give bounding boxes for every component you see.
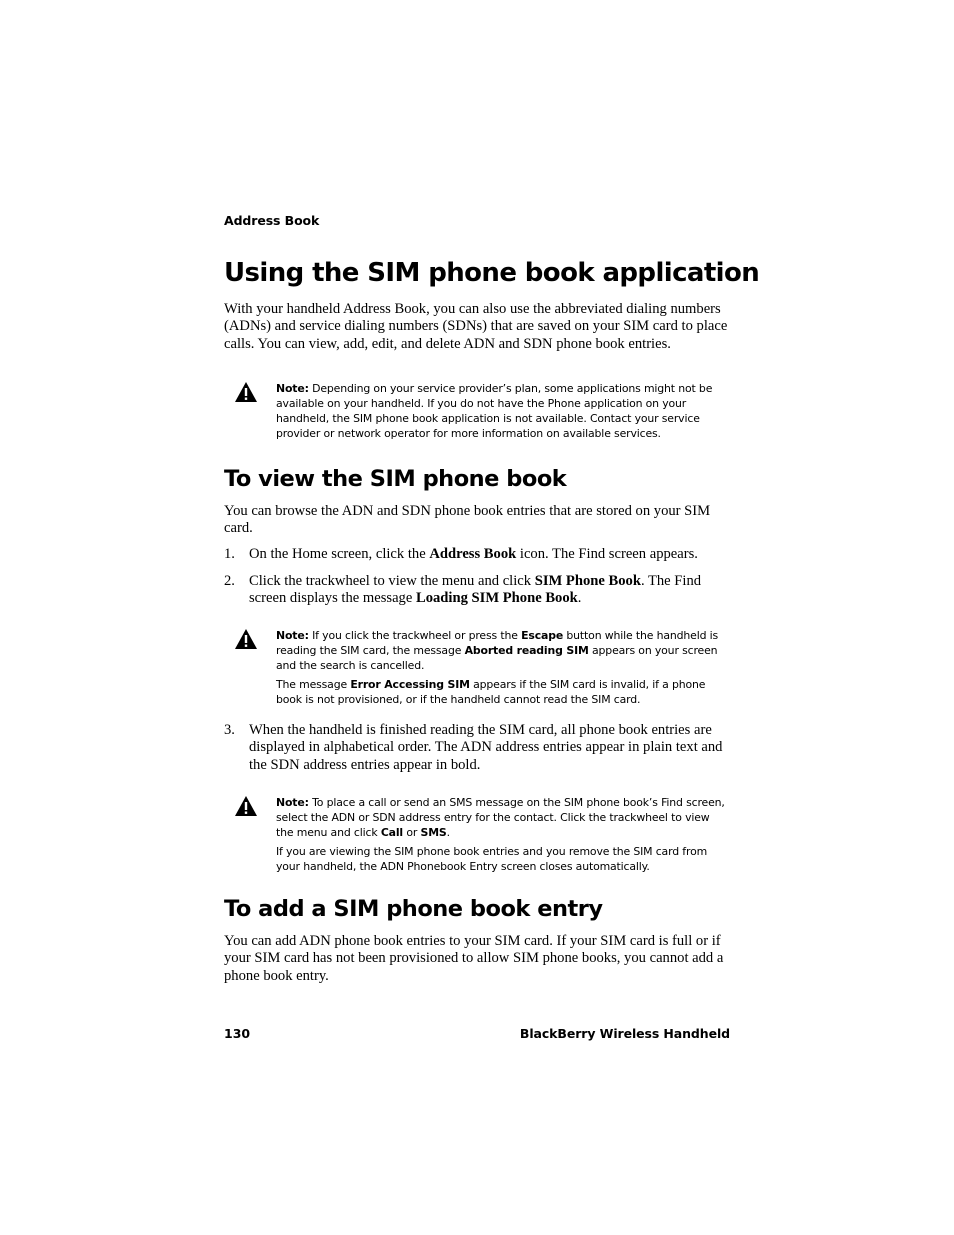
step-2 xyxy=(224,573,730,608)
warning-icon xyxy=(234,628,258,650)
note-body: appears if the SIM card is invalid, if a phone book is not provisioned, or if the handheld cannot read the SIM card. xyxy=(276,678,706,706)
step-text: Click the trackwheel to view the menu and click xyxy=(249,573,535,589)
note-text xyxy=(276,795,730,874)
step-number: 2. xyxy=(224,573,235,589)
note-body: appears on your screen and the search is cancelled. xyxy=(276,644,718,672)
note-label: Note: xyxy=(276,629,309,642)
note-body: The message xyxy=(276,678,351,691)
section-intro-paragraph: With your handheld Address Book, you can also use the abbreviated dialing numbers (ADNs) and service dialing numbers (SDNs) that are saved on your SIM card to place calls. You can view, add, edit, and delete ADN and SDN phone book entries. xyxy=(224,301,728,352)
view-intro-paragraph: You can browse the ADN and SDN phone book entries that are stored on your SIM card. xyxy=(224,503,711,537)
ui-message-aborted: Aborted reading SIM xyxy=(464,644,589,657)
step-text: . xyxy=(577,590,582,607)
ui-label-call: Call xyxy=(380,826,404,839)
note-text xyxy=(276,381,730,441)
ui-label-sim-phone-book: SIM Phone Book xyxy=(534,573,641,589)
footer-book-title: BlackBerry Wireless Handheld xyxy=(519,1026,730,1041)
note-body: To place a call or send an SMS message on the SIM phone book’s Find screen, select the ADN or SDN address entry for the contact. Click the trackwheel to view the menu and click xyxy=(276,796,725,839)
step-text: icon. The Find screen appears. xyxy=(516,546,698,562)
note-body: button while the handheld is reading the SIM card, the message xyxy=(276,629,719,657)
note-label: Note: xyxy=(276,382,309,395)
note-body: . xyxy=(446,826,450,839)
note-escape-reading-sim xyxy=(224,628,730,711)
note-text xyxy=(276,628,730,707)
ui-message-error: Error Accessing SIM xyxy=(350,678,470,691)
note-body: If you click the trackwheel or press the xyxy=(308,629,522,642)
warning-icon xyxy=(234,381,258,403)
section-title-add-sim-entry: To add a SIM phone book entry xyxy=(224,896,603,922)
ui-label-escape: Escape xyxy=(521,629,564,642)
ui-message-loading: Loading SIM Phone Book xyxy=(415,590,578,607)
ui-label-address-book: Address Book xyxy=(429,546,517,562)
note-body: If you are viewing the SIM phone book entries and you remove the SIM card from your handheld, the ADN Phonebook Entry screen closes automatically. xyxy=(276,845,708,873)
page-number: 130 xyxy=(224,1026,251,1041)
step-text: . The Find screen displays the message xyxy=(249,573,702,607)
warning-icon xyxy=(234,795,258,817)
add-intro-paragraph: You can add ADN phone book entries to your SIM card. If your SIM card is full or if your SIM card has not been provisioned to allow SIM phone books, you cannot add a phone book entry. xyxy=(224,933,724,984)
step-text: When the handheld is finished reading the SIM card, all phone book entries are displayed in alphabetical order. The ADN address entries appear in plain text and the SDN address entries appear in bold. xyxy=(249,722,723,773)
note-service-provider xyxy=(224,381,730,445)
section-title-using-sim-phone-book: Using the SIM phone book application xyxy=(224,258,760,288)
ui-label-sms: SMS xyxy=(420,826,447,839)
running-head: Address Book xyxy=(224,213,320,228)
note-call-sms xyxy=(224,795,730,878)
step-number: 1. xyxy=(224,546,235,562)
section-title-view-sim-phone-book: To view the SIM phone book xyxy=(224,466,567,492)
step-number: 3. xyxy=(224,722,235,738)
note-body: or xyxy=(403,826,421,839)
note-body: Depending on your service provider’s plan, some applications might not be available on your handheld. If you do not have the Phone application on your handheld, the SIM phone book application is not available. Contact your service provider or network operator for more information on available services. xyxy=(276,382,713,440)
note-label: Note: xyxy=(276,796,309,809)
step-text: On the Home screen, click the xyxy=(249,546,430,562)
step-3 xyxy=(224,722,730,774)
step-1 xyxy=(224,546,730,563)
